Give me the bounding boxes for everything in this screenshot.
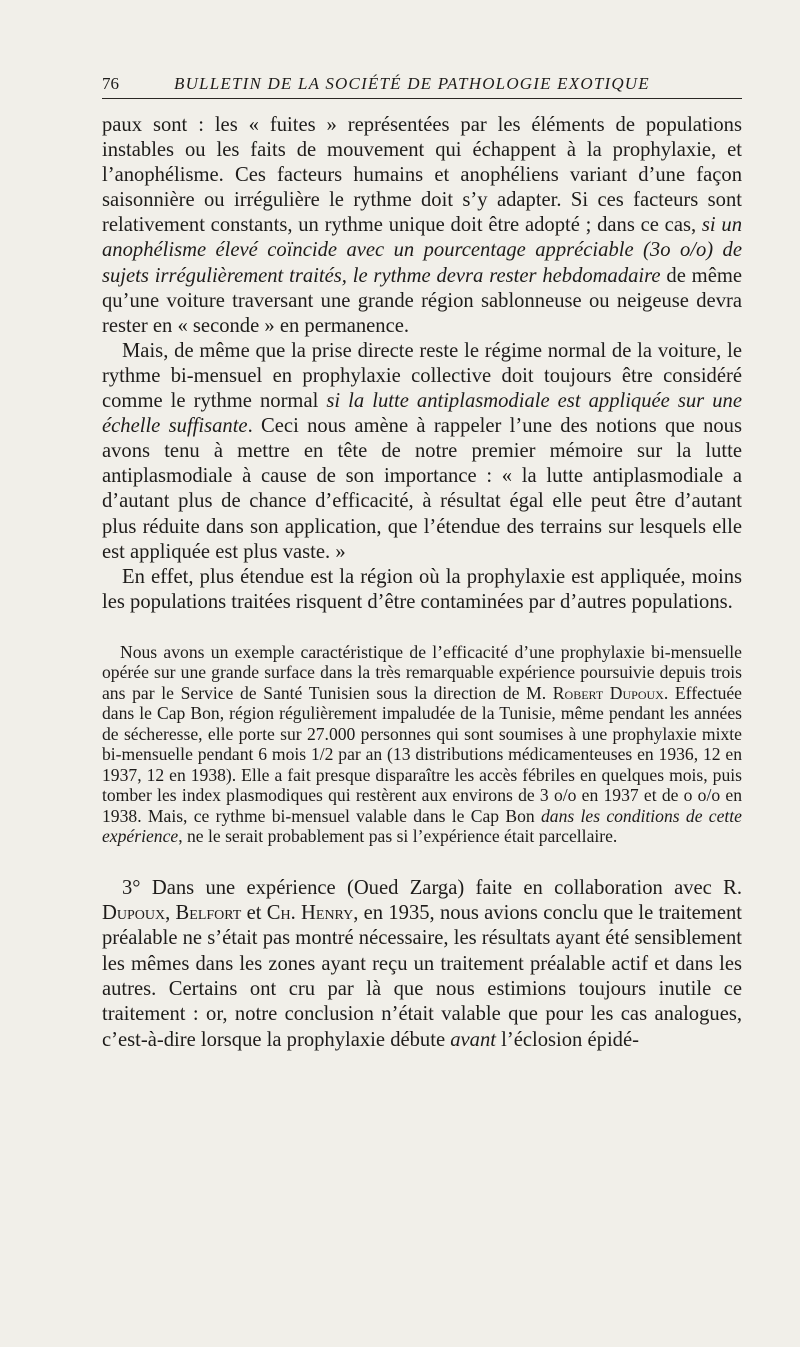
- text-span: , ne le serait probablement pas si l’expérience était parcellaire.: [178, 826, 618, 847]
- text-span: et: [241, 902, 267, 925]
- small-print-note: [102, 642, 742, 847]
- text-span: l’éclosion épidé-: [496, 1028, 639, 1051]
- author-name: Robert Dupoux: [552, 682, 664, 703]
- italic-span: dans les conditions de cette expérience: [102, 805, 742, 847]
- text-span: En effet, plus étendue est la région où la prophylaxie est appliquée, moins les populations traitées risquent d’être contaminées par d’autres populations.: [102, 565, 742, 613]
- running-title: BULLETIN DE LA SOCIÉTÉ DE PATHOLOGIE EXOTIQUE: [174, 74, 650, 93]
- text-span: Mais, de même que la prise directe reste le régime normal de la voiture, le rythme bi-mensuel en prophylaxie collective doit toujours être considéré comme le rythme normal: [102, 339, 742, 413]
- text-span: de même qu’une voiture traversant une grande région sablonneuse ou neigeuse devra rester en « seconde » en permanence.: [102, 264, 742, 337]
- text-span: Nous avons un exemple caractéristique de l’efficacité d’une prophylaxie bi-mensuelle opérée sur une grande surface dans la très remarquable expérience poursuivie depuis trois ans par le Service de Santé Tunisien sous la direction de M.: [102, 641, 742, 703]
- text-span: paux sont : les « fuites » représentées par les éléments de populations instables ou les faits de mouvement qui échappent à la prophylaxie, et l’anophélisme. Ces facteurs humains et anophéliens variant d’une façon saisonnière ou irrégulière le rythme doit s’y adapter. Si ces facteurs sont relativement constants, un rythme unique doit être adopté ; dans ce cas,: [102, 114, 742, 237]
- text-span: ,: [165, 902, 176, 925]
- journal-page: [102, 70, 742, 1053]
- text-span: 3° Dans une expérience (Oued Zarga) faite en collaboration avec R.: [122, 876, 742, 899]
- paragraph-continuation: [102, 113, 742, 339]
- text-span: , en 1935, nous avions conclu que le traitement préalable ne s’était pas montré nécessaire, les résultats ayant été sensiblement les mêmes dans les zones ayant reçu un traitement préalable actif et dans les autres. Certains ont cru par là que nous estimions toujours inutile ce traitement : or, notre conclusion n’était valable que pour les cas analogues, c’est-à-dire lorsque la prophylaxie débute: [102, 902, 742, 1051]
- author-name: Ch. Henry: [266, 902, 354, 925]
- author-name: Dupoux: [102, 902, 166, 925]
- italic-span: avant: [450, 1028, 496, 1051]
- text-span: . Effectuée dans le Cap Bon, région régulièrement impaludée de la Tunisie, même pendant les années de sécheresse, elle porte sur 27.000 personnes qui sont soumises à une prophylaxie mixte bi-mensuelle pendant 6 mois 1/2 par an (13 distributions médicamenteuses en 1936, 12 en 1937, 12 en 1938). Elle a fait presque disparaître les accès fébriles en quelques mois, puis tomber les index plasmodiques qui restèrent aux environs de 3 o/o en 1937 et de o o/o en 1938. Mais, ce rythme bi-mensuel valable dans le Cap Bon: [102, 682, 742, 826]
- italic-span: si un anophélisme élevé coïncide avec un pourcentage appréciable (3o o/o) de sujets irrégulièrement traités, le rythme devra rester hebdomadaire: [102, 214, 743, 287]
- section-3-paragraph: [102, 876, 742, 1053]
- italic-span: si la lutte antiplasmodiale est appliquée sur une échelle suffisante: [102, 390, 742, 438]
- page-header: [102, 70, 742, 96]
- header-rule: [102, 98, 742, 99]
- paragraph-en-effet: [102, 565, 742, 615]
- author-name: Belfort: [175, 902, 242, 925]
- paragraph-rythme-normal: [102, 339, 742, 565]
- text-span: . Ceci nous amène à rappeler l’une des notions que nous avons tenu à mettre en tête de notre premier mémoire sur la lutte antiplasmodiale à cause de son importance : « la lutte antiplasmodiale a d’autant plus de chance d’efficacité, à résultat égal elle peut être d’autant plus réduite dans son application, que l’étendue des terrains sur lesquels elle est appliquée est plus vaste. »: [102, 415, 742, 563]
- page-number: 76: [102, 74, 119, 93]
